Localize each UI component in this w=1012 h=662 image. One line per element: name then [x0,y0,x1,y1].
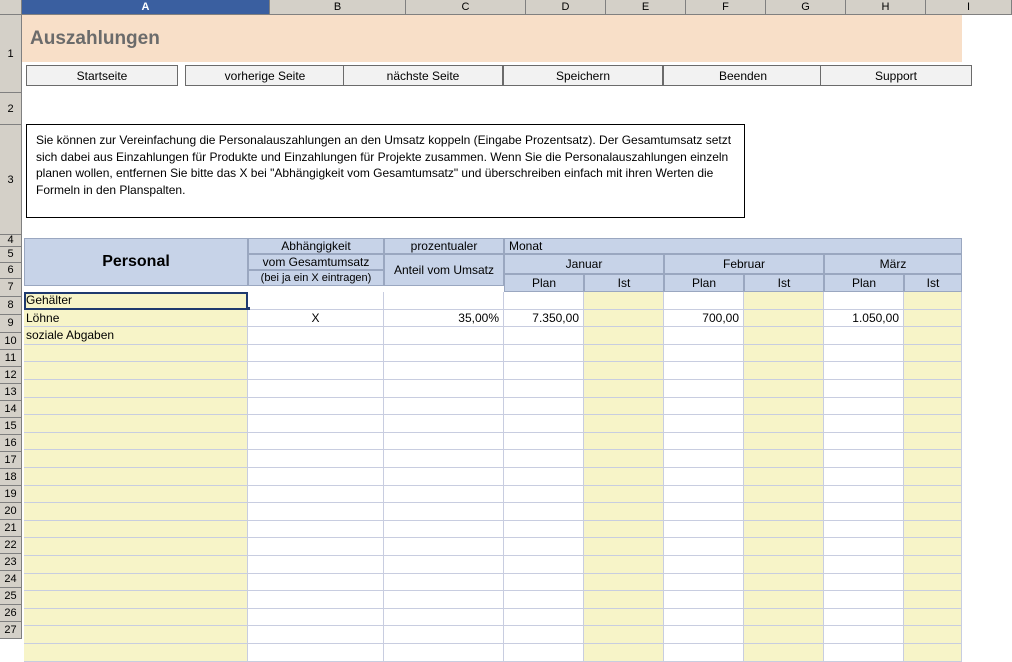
table-cell[interactable] [584,626,664,644]
table-row-label[interactable] [24,450,248,468]
table-cell[interactable] [664,556,744,574]
table-cell[interactable] [904,538,962,556]
table-row-label[interactable] [24,574,248,592]
table-cell[interactable] [504,486,584,504]
row-header-21[interactable]: 21 [0,520,22,537]
header-dependency-line1: Abhängigkeit [248,238,384,254]
table-cell[interactable] [248,626,384,644]
row-header-5[interactable]: 5 [0,247,22,263]
table-cell[interactable] [584,468,664,486]
table-cell[interactable] [824,450,904,468]
table-cell[interactable] [824,644,904,662]
table-cell[interactable] [904,486,962,504]
table-cell[interactable] [744,380,824,398]
table-cell[interactable] [904,380,962,398]
table-cell[interactable] [664,292,744,310]
header-februar-ist: Ist [744,274,824,292]
header-januar-plan: Plan [504,274,584,292]
table-cell[interactable] [824,292,904,310]
table-cell[interactable] [824,503,904,521]
column-header-e[interactable]: E [606,0,686,15]
table-cell[interactable] [824,521,904,539]
header-februar-plan: Plan [664,274,744,292]
table-cell[interactable] [904,433,962,451]
table-cell[interactable] [504,626,584,644]
table-cell[interactable] [504,644,584,662]
table-cell[interactable] [904,521,962,539]
nav-button-startseite[interactable]: Startseite [26,65,178,86]
table-cell[interactable] [504,380,584,398]
row-header-27[interactable]: 27 [0,622,22,639]
table-cell[interactable] [664,327,744,345]
table-cell[interactable] [504,521,584,539]
table-cell[interactable] [664,450,744,468]
table-row-label[interactable] [24,398,248,416]
table-row-label[interactable] [24,345,248,363]
table-cell[interactable] [904,503,962,521]
table-row-label[interactable] [24,415,248,433]
row-header-23[interactable]: 23 [0,554,22,571]
header-percent-line2: Anteil vom Umsatz [384,254,504,286]
table-cell[interactable] [384,415,504,433]
table-cell[interactable]: 1.050,00 [824,310,904,328]
row-header-20[interactable]: 20 [0,503,22,520]
table-row-label[interactable] [24,626,248,644]
row-header-2[interactable]: 2 [0,93,22,125]
table-cell[interactable] [904,468,962,486]
table-cell[interactable] [824,574,904,592]
table-cell[interactable] [664,626,744,644]
table-cell[interactable] [904,362,962,380]
nav-button-speichern[interactable]: Speichern [503,65,663,86]
table-cell[interactable] [664,521,744,539]
row-header-4[interactable]: 4 [0,235,22,247]
table-cell[interactable] [664,574,744,592]
table-cell[interactable] [744,450,824,468]
table-cell[interactable] [664,609,744,627]
table-cell[interactable] [744,433,824,451]
table-cell[interactable] [584,362,664,380]
table-cell[interactable] [248,450,384,468]
table-cell[interactable] [824,362,904,380]
row-header-17[interactable]: 17 [0,452,22,469]
table-cell[interactable] [824,345,904,363]
table-cell[interactable] [744,398,824,416]
table-cell[interactable] [248,433,384,451]
table-cell[interactable] [824,398,904,416]
table-cell[interactable] [384,292,504,310]
nav-button-support[interactable]: Support [820,65,972,86]
table-cell[interactable] [824,486,904,504]
row-header-3[interactable]: 3 [0,125,22,235]
table-row-label[interactable] [24,591,248,609]
header-month-januar: Januar [504,254,664,274]
table-cell[interactable] [248,415,384,433]
table-cell[interactable] [904,327,962,345]
nav-button-naechste-seite[interactable]: nächste Seite [343,65,503,86]
table-cell[interactable] [384,538,504,556]
table-cell[interactable] [584,486,664,504]
row-header-26[interactable]: 26 [0,605,22,622]
table-cell[interactable] [384,450,504,468]
row-header-15[interactable]: 15 [0,418,22,435]
column-header-d[interactable]: D [526,0,606,15]
table-row-label[interactable] [24,362,248,380]
row-header-11[interactable]: 11 [0,350,22,367]
table-cell[interactable] [504,292,584,310]
header-month-maerz: März [824,254,962,274]
table-cell[interactable] [664,415,744,433]
column-header-a[interactable]: A [22,0,270,15]
table-cell[interactable] [584,327,664,345]
table-cell[interactable] [248,292,384,310]
table-cell[interactable] [384,486,504,504]
table-cell[interactable] [384,591,504,609]
row-header-8[interactable]: 8 [0,297,22,315]
table-row-label[interactable]: soziale Abgaben [24,327,248,345]
table-cell[interactable] [664,345,744,363]
table-cell[interactable] [664,380,744,398]
table-cell[interactable] [504,450,584,468]
table-cell[interactable] [824,556,904,574]
table-cell[interactable] [584,450,664,468]
row-header-13[interactable]: 13 [0,384,22,401]
table-row-label[interactable]: Gehälter [24,292,248,310]
table-row-label[interactable] [24,609,248,627]
table-cell[interactable]: 7.350,00 [504,310,584,328]
table-cell[interactable] [584,521,664,539]
table-row-label[interactable] [24,521,248,539]
table-cell[interactable] [504,433,584,451]
table-cell[interactable] [504,362,584,380]
column-header-h[interactable]: H [846,0,926,15]
table-cell[interactable] [248,486,384,504]
table-cell[interactable] [824,327,904,345]
grid-area [22,15,962,639]
row-header-column [0,15,22,639]
table-cell[interactable] [248,591,384,609]
table-cell[interactable] [904,345,962,363]
info-box: Sie können zur Vereinfachung die Personalauszahlungen an den Umsatz koppeln (Eingabe Prozentsatz). Der Gesamtumsatz setzt sich dabei aus Einzahlungen für Produkte und Einzahlungen für Projekte zusammen. Wenn Sie die Personalauszahlungen einzeln planen wollen, entfernen Sie bitte das X bei "Abhängigkeit vom Gesamtumsatz" und überschreiben einfach mit ihren Werten die Formeln in den Planspalten. [26,124,745,218]
table-row-label[interactable] [24,433,248,451]
header-januar-ist: Ist [584,274,664,292]
table-row-label[interactable] [24,556,248,574]
table-cell[interactable] [744,609,824,627]
table-cell[interactable] [744,345,824,363]
table-cell[interactable] [384,574,504,592]
table-cell[interactable] [248,644,384,662]
table-cell[interactable] [824,380,904,398]
table-cell[interactable] [504,503,584,521]
table-cell[interactable] [584,415,664,433]
table-cell[interactable] [904,292,962,310]
table-cell[interactable] [904,556,962,574]
table-cell[interactable] [384,609,504,627]
row-header-6[interactable]: 6 [0,263,22,279]
table-cell[interactable] [384,521,504,539]
table-cell[interactable] [384,556,504,574]
table-cell[interactable] [504,538,584,556]
select-all-corner[interactable] [0,0,22,15]
nav-button-beenden[interactable]: Beenden [663,65,823,86]
table-row-label[interactable] [24,644,248,662]
table-cell[interactable] [504,556,584,574]
table-cell[interactable] [384,433,504,451]
table-row-label[interactable] [24,503,248,521]
table-row-label[interactable] [24,380,248,398]
table-cell[interactable] [904,398,962,416]
table-cell[interactable] [904,574,962,592]
table-cell[interactable] [584,503,664,521]
table-cell[interactable] [904,644,962,662]
table-row-label[interactable]: Löhne [24,310,248,328]
table-cell[interactable]: 35,00% [384,310,504,328]
table-cell[interactable] [584,591,664,609]
table-cell[interactable] [744,292,824,310]
column-header-row [0,0,1012,15]
header-percent-line1: prozentualer [384,238,504,254]
column-header-b[interactable]: B [270,0,406,15]
table-cell[interactable] [664,486,744,504]
table-cell[interactable] [504,398,584,416]
header-maerz-plan: Plan [824,274,904,292]
table-cell[interactable] [384,345,504,363]
table-cell[interactable] [248,503,384,521]
column-header-g[interactable]: G [766,0,846,15]
table-cell[interactable] [744,503,824,521]
table-cell[interactable] [504,609,584,627]
table-cell[interactable] [744,556,824,574]
table-cell[interactable] [384,398,504,416]
column-header-f[interactable]: F [686,0,766,15]
page-title: Auszahlungen [22,15,962,62]
table-cell[interactable] [744,626,824,644]
row-header-16[interactable]: 16 [0,435,22,452]
table-cell[interactable] [248,380,384,398]
row-header-12[interactable]: 12 [0,367,22,384]
table-cell[interactable] [664,362,744,380]
table-cell[interactable] [664,644,744,662]
table-cell[interactable] [584,609,664,627]
row-header-19[interactable]: 19 [0,486,22,503]
table-cell[interactable] [248,468,384,486]
table-cell[interactable] [824,538,904,556]
table-cell[interactable] [504,591,584,609]
row-header-1[interactable]: 1 [0,15,22,93]
row-header-7[interactable]: 7 [0,279,22,297]
table-cell[interactable] [824,626,904,644]
row-header-10[interactable]: 10 [0,333,22,350]
table-cell[interactable] [904,450,962,468]
table-cell[interactable] [744,486,824,504]
table-cell[interactable] [744,327,824,345]
column-header-c[interactable]: C [406,0,526,15]
table-cell[interactable] [744,574,824,592]
table-cell[interactable] [824,468,904,486]
row-header-18[interactable]: 18 [0,469,22,486]
table-cell[interactable] [904,310,962,328]
table-cell[interactable] [664,433,744,451]
table-row-label[interactable] [24,486,248,504]
table-cell[interactable] [248,556,384,574]
table-cell[interactable] [584,556,664,574]
table-cell[interactable] [504,574,584,592]
table-cell[interactable] [248,362,384,380]
table-cell[interactable] [824,591,904,609]
table-cell[interactable] [824,415,904,433]
table-cell[interactable] [584,380,664,398]
table-cell[interactable] [384,626,504,644]
column-header-i[interactable]: I [926,0,1012,15]
table-cell[interactable] [504,345,584,363]
table-cell[interactable] [248,521,384,539]
table-cell[interactable] [904,609,962,627]
table-row-label[interactable] [24,468,248,486]
table-cell[interactable] [248,398,384,416]
header-dependency-line3: (bei ja ein X eintragen) [248,270,384,286]
row-header-25[interactable]: 25 [0,588,22,605]
table-cell[interactable] [504,327,584,345]
nav-button-vorherige-seite[interactable]: vorherige Seite [185,65,345,86]
table-cell[interactable] [248,538,384,556]
table-cell[interactable] [744,644,824,662]
table-cell[interactable] [504,415,584,433]
table-cell[interactable] [384,468,504,486]
table-cell[interactable] [248,609,384,627]
table-cell[interactable] [824,433,904,451]
table-cell[interactable]: 700,00 [664,310,744,328]
row-header-9[interactable]: 9 [0,315,22,333]
table-cell[interactable] [584,310,664,328]
table-cell[interactable] [384,503,504,521]
table-cell[interactable] [664,398,744,416]
table-cell[interactable] [584,574,664,592]
table-cell[interactable] [664,503,744,521]
table-cell[interactable] [744,362,824,380]
header-dependency-line2: vom Gesamtumsatz [248,254,384,270]
table-cell[interactable] [584,292,664,310]
row-header-24[interactable]: 24 [0,571,22,588]
table-cell[interactable] [744,310,824,328]
header-month-februar: Februar [664,254,824,274]
table-cell[interactable] [504,468,584,486]
table-cell[interactable] [744,468,824,486]
table-cell[interactable] [384,380,504,398]
table-cell[interactable] [824,609,904,627]
table-cell[interactable] [248,345,384,363]
table-cell[interactable] [584,398,664,416]
table-cell[interactable] [744,415,824,433]
table-cell[interactable] [744,538,824,556]
table-cell[interactable] [904,415,962,433]
table-cell[interactable] [904,591,962,609]
table-cell[interactable] [664,538,744,556]
table-cell[interactable] [664,468,744,486]
header-maerz-ist: Ist [904,274,962,292]
table-cell[interactable] [664,591,744,609]
table-cell[interactable] [248,327,384,345]
row-header-22[interactable]: 22 [0,537,22,554]
table-cell[interactable] [744,521,824,539]
table-title: Personal [24,238,248,286]
table-cell[interactable] [744,591,824,609]
table-cell[interactable] [584,345,664,363]
table-cell[interactable] [584,433,664,451]
row-header-14[interactable]: 14 [0,401,22,418]
table-row-label[interactable] [24,538,248,556]
table-cell[interactable] [248,574,384,592]
table-cell[interactable] [584,644,664,662]
table-cell[interactable] [384,644,504,662]
table-cell[interactable] [904,626,962,644]
header-month: Monat [504,238,962,254]
table-cell[interactable] [584,538,664,556]
table-cell[interactable] [384,362,504,380]
table-cell[interactable]: X [248,310,384,328]
table-cell[interactable] [384,327,504,345]
